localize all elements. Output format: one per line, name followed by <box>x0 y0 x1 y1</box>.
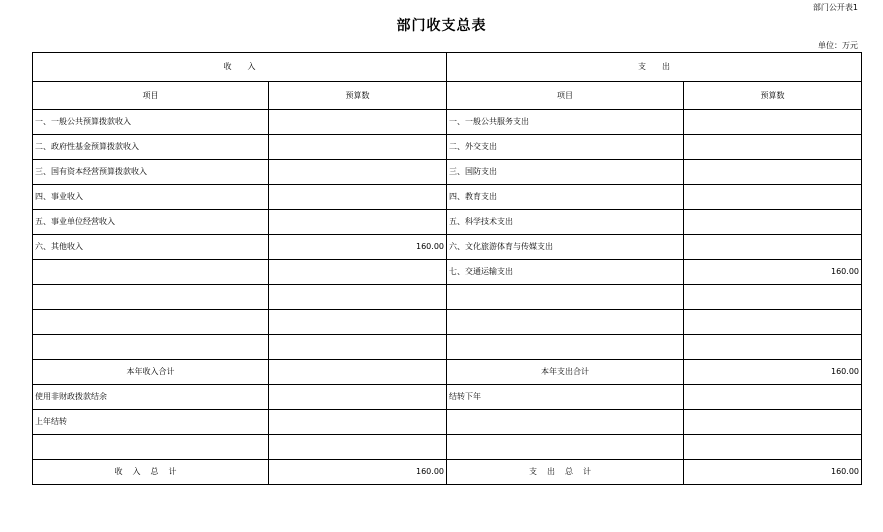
expense-item <box>447 310 684 335</box>
income-item: 上年结转 <box>33 410 269 435</box>
income-total-amount: 160.00 <box>269 460 447 485</box>
income-amount <box>269 385 447 410</box>
table-row <box>33 410 862 435</box>
income-total-label: 收入总计 <box>33 460 269 485</box>
income-amount <box>269 160 447 185</box>
column-header-row <box>33 82 862 110</box>
expense-amount <box>684 385 862 410</box>
table-row <box>33 185 862 210</box>
expense-amount <box>684 285 862 310</box>
expense-amount: 160.00 <box>684 260 862 285</box>
income-item <box>33 285 269 310</box>
table-row <box>33 435 862 460</box>
income-item: 使用非财政拨款结余 <box>33 385 269 410</box>
section-header-row <box>33 53 862 82</box>
expense-total-amount: 160.00 <box>684 460 862 485</box>
expense-amount <box>684 160 862 185</box>
income-amount <box>269 435 447 460</box>
income-header: 收 入 <box>33 53 447 82</box>
budget-table <box>32 52 862 485</box>
income-subtotal-label: 本年收入合计 <box>33 360 269 385</box>
expense-item: 五、科学技术支出 <box>447 210 684 235</box>
page-title: 部门收支总表 <box>396 18 487 34</box>
table-row <box>33 310 862 335</box>
income-amount <box>269 260 447 285</box>
table-row <box>33 235 862 260</box>
income-item: 四、事业收入 <box>33 185 269 210</box>
income-item: 二、政府性基金预算拨款收入 <box>33 135 269 160</box>
income-item: 三、国有资本经营预算拨款收入 <box>33 160 269 185</box>
table-row <box>33 260 862 285</box>
expense-amount <box>684 310 862 335</box>
expense-amount <box>684 410 862 435</box>
expense-header: 支 出 <box>447 53 862 82</box>
income-item <box>33 435 269 460</box>
income-amount <box>269 185 447 210</box>
table-row <box>33 135 862 160</box>
income-item: 五、事业单位经营收入 <box>33 210 269 235</box>
expense-total-label: 支出总计 <box>447 460 684 485</box>
table-row <box>33 160 862 185</box>
expense-item <box>447 435 684 460</box>
income-subtotal-amount <box>269 360 447 385</box>
expense-amount <box>684 335 862 360</box>
income-amount <box>269 210 447 235</box>
expense-item: 七、交通运输支出 <box>447 260 684 285</box>
expense-amount <box>684 110 862 135</box>
expense-amount <box>684 135 862 160</box>
income-amount <box>269 135 447 160</box>
table-row <box>33 335 862 360</box>
table-row <box>33 110 862 135</box>
income-item <box>33 310 269 335</box>
expense-subtotal-amount: 160.00 <box>684 360 862 385</box>
expense-item <box>447 335 684 360</box>
expense-amount <box>684 210 862 235</box>
expense-item: 三、国防支出 <box>447 160 684 185</box>
income-budget-header: 预算数 <box>269 82 447 110</box>
table-row <box>33 385 862 410</box>
income-item: 六、其他收入 <box>33 235 269 260</box>
income-amount <box>269 285 447 310</box>
expense-item: 结转下年 <box>447 385 684 410</box>
income-item-header: 项目 <box>33 82 269 110</box>
expense-amount <box>684 185 862 210</box>
table-row <box>33 285 862 310</box>
income-item <box>33 260 269 285</box>
income-amount <box>269 335 447 360</box>
expense-amount <box>684 435 862 460</box>
unit-label: 单位：万元 <box>818 41 858 50</box>
expense-subtotal-label: 本年支出合计 <box>447 360 684 385</box>
subtotal-row <box>33 360 862 385</box>
expense-budget-header: 预算数 <box>684 82 862 110</box>
income-amount <box>269 110 447 135</box>
income-amount: 160.00 <box>269 235 447 260</box>
income-amount <box>269 310 447 335</box>
table-row <box>33 210 862 235</box>
income-item <box>33 335 269 360</box>
form-number: 部门公开表1 <box>812 3 858 12</box>
total-row <box>33 460 862 485</box>
income-amount <box>269 410 447 435</box>
expense-item: 四、教育支出 <box>447 185 684 210</box>
expense-item: 六、文化旅游体育与传媒支出 <box>447 235 684 260</box>
expense-item <box>447 285 684 310</box>
expense-item: 二、外交支出 <box>447 135 684 160</box>
income-item: 一、一般公共预算拨款收入 <box>33 110 269 135</box>
expense-item <box>447 410 684 435</box>
expense-item-header: 项目 <box>447 82 684 110</box>
expense-item: 一、一般公共服务支出 <box>447 110 684 135</box>
expense-amount <box>684 235 862 260</box>
